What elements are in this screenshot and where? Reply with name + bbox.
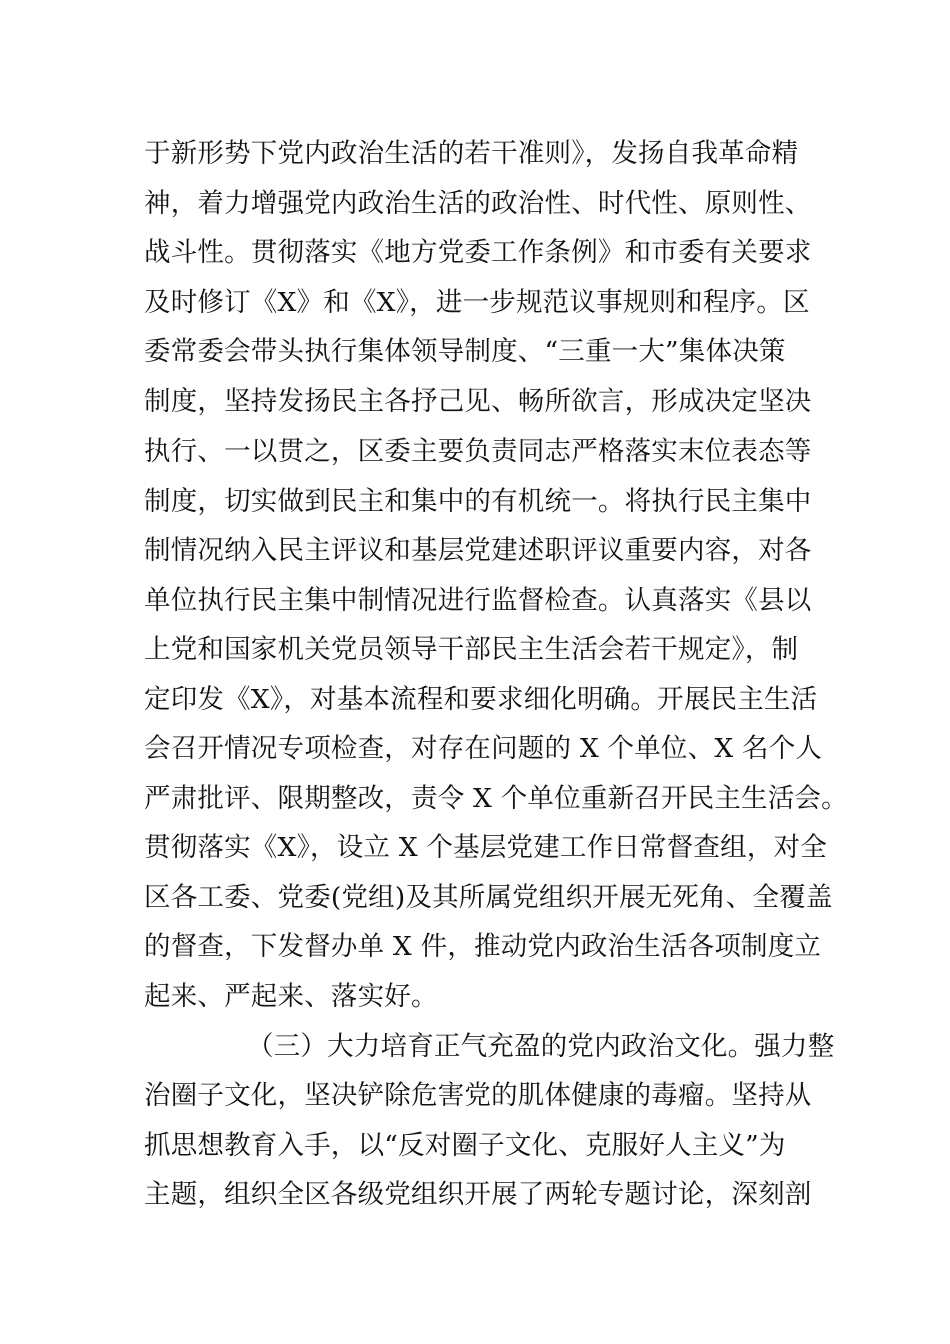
text-line: 治圈子文化，坚决铲除危害党的肌体健康的毒瘤。坚持从 (144, 1080, 812, 1111)
text-line: 主题，组织全区各级党组织开展了两轮专题讨论，深刻剖 (144, 1179, 812, 1210)
text-line: 严肃批评、限期整改，责令 X 个单位重新召开民主生活会。 (144, 783, 848, 814)
text-line: 贯彻落实《X》，设立 X 个基层党建工作日常督查组，对全 (144, 832, 827, 863)
section-heading-line: （三）大力培育正气充盈的党内政治文化。强力整 (247, 1031, 835, 1062)
text-line: 单位执行民主集中制情况进行监督检查。认真落实《县以 (144, 585, 812, 616)
text-line: 上党和国家机关党员领导干部民主生活会若干规定》，制 (144, 634, 799, 665)
text-line: 定印发《X》，对基本流程和要求细化明确。开展民主生活 (144, 684, 818, 715)
text-line: 委常委会带头执行集体领导制度、“三重一大”集体决策 (144, 336, 786, 367)
text-line: 及时修订《X》和《X》，进一步规范议事规则和程序。区 (144, 287, 810, 318)
text-line: 会召开情况专项检查，对存在问题的 X 个单位、X 名个人 (144, 733, 823, 764)
text-line: 的督查，下发督办单 X 件，推动党内政治生活各项制度立 (144, 931, 822, 962)
text-line: 战斗性。贯彻落实《地方党委工作条例》和市委有关要求 (144, 237, 812, 268)
text-line: 制度，切实做到民主和集中的有机统一。将执行民主集中 (144, 486, 812, 517)
text-line: 执行、一以贯之，区委主要负责同志严格落实末位表态等 (144, 436, 812, 467)
text-line: 神，着力增强党内政治生活的政治性、时代性、原则性、 (144, 188, 812, 219)
text-line: 制度，坚持发扬民主各抒己见、畅所欲言，形成决定坚决 (144, 386, 812, 417)
text-line: 于新形势下党内政治生活的若干准则》，发扬自我革命精 (144, 138, 799, 169)
text-line: 抓思想教育入手，以“反对圈子文化、克服好人主义”为 (144, 1130, 786, 1161)
text-line: 起来、严起来、落实好。 (144, 981, 438, 1012)
text-line: 制情况纳入民主评议和基层党建述职评议重要内容，对各 (144, 535, 812, 566)
text-line: 区各工委、党委(党组)及其所属党组织开展无死角、全覆盖 (144, 882, 833, 913)
